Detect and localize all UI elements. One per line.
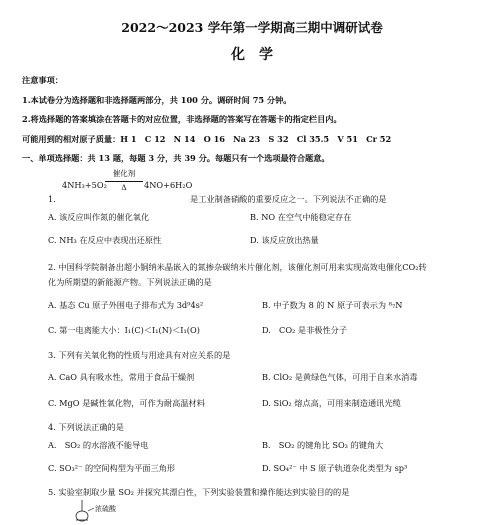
q2-stem-line-1: 2. 中国科学院制备出超小铜纳米晶嵌入的氮掺杂碳纳米片催化剂，该催化剂可用来实现高效电催化CO₂转: [48, 262, 427, 272]
q1-arrow-bar: [105, 181, 143, 182]
q5-figure-label: 浓硫酸: [95, 505, 116, 513]
q3-option-b[interactable]: B. ClO₂ 是黄绿色气体，可用于自来水消毒: [262, 372, 418, 382]
q2-option-d[interactable]: D. CO₂ 是非极性分子: [262, 325, 348, 335]
q1-option-a[interactable]: A. 该反应叫作氮的催化氧化: [48, 212, 150, 222]
q4-stem: 4. 下列说法正确的是: [48, 422, 124, 432]
q3-option-a[interactable]: A. CaO 具有吸水性，常用于食品干燥剂: [48, 372, 195, 382]
section-1-heading: 一、单项选择题：共 13 题，每题 3 分，共 39 分。每题只有一个选项最符合题意。: [22, 153, 330, 163]
q1-option-b[interactable]: B. NO 在空气中能稳定存在: [250, 212, 352, 222]
notice-heading: 注意事项：: [22, 75, 63, 85]
label-leader: [88, 508, 94, 511]
exam-title: 2022～2023 学年第一学期高三期中调研试卷: [121, 20, 383, 35]
notice-item-1: 1.本试卷分为选择题和非选择题两部分，共 100 分。调研时间 75 分钟。: [22, 95, 292, 105]
q1-catalyst-label: 催化剂: [112, 169, 136, 178]
q4-option-b[interactable]: B. SO₂ 的键角比 SO₃ 的键角大: [262, 440, 384, 450]
q2-option-b[interactable]: B. 中子数为 8 的 N 原子可表示为 ⁸₇N: [262, 300, 403, 310]
q2-option-c[interactable]: C. 第一电离能大小：I₁(C)＜I₁(N)＜I₁(O): [48, 325, 200, 335]
funnel-bulb: [76, 511, 88, 521]
q3-stem: 3. 下列有关氧化物的性质与用途具有对应关系的是: [48, 350, 231, 360]
q1-equation-right: 4NO+6H₂O: [144, 180, 193, 190]
q2-option-a[interactable]: A. 基态 Cu 原子外围电子排布式为 3d⁹4s²: [48, 300, 204, 310]
q1-option-d[interactable]: D. 该反应放出热量: [250, 235, 319, 245]
q4-option-d[interactable]: D. SO₄²⁻ 中 S 原子轨道杂化类型为 sp³: [262, 463, 408, 473]
q1-stem: 是工业制备硝酸的重要反应之一。下列说法不正确的是: [190, 194, 387, 204]
q1-heat-label: Δ: [121, 183, 127, 192]
notice-item-2: 2.将选择题的答案填涂在答题卡的对应位置，非选择题的答案写在答题卡的指定栏目内。: [22, 114, 342, 124]
q5-stem: 5. 实验室制取少量 SO₂ 并探究其漂白性，下列实验装置和操作能达到实验目的的是: [48, 487, 350, 497]
q1-reaction-condition: [105, 169, 143, 195]
q4-option-c[interactable]: C. SO₃²⁻ 的空间构型为平面三角形: [48, 463, 176, 473]
q1-number: 1.: [48, 194, 56, 204]
q1-equation-left: 4NH₃+5O₂: [62, 180, 107, 190]
q2-stem-line-2: 化为所期望的新能源产物。下列说法正确的是: [48, 277, 212, 287]
atomic-masses: 可能用到的相对原子质量：H 1 C 12 N 14 O 16 Na 23 S 32 Cl 35.5 V 51 Cr 52: [22, 134, 392, 144]
q3-option-c[interactable]: C. MgO 是碱性氧化物，可作为耐高温材料: [48, 398, 205, 408]
q1-option-c[interactable]: C. NH₃ 在反应中表现出还原性: [48, 235, 162, 245]
q3-option-d[interactable]: D. SiO₂ 熔点高，可用来制造通讯光缆: [262, 398, 401, 408]
q4-option-a[interactable]: A. SO₂ 的水溶液不能导电: [48, 440, 149, 450]
subject-title: 化 学: [231, 47, 273, 63]
